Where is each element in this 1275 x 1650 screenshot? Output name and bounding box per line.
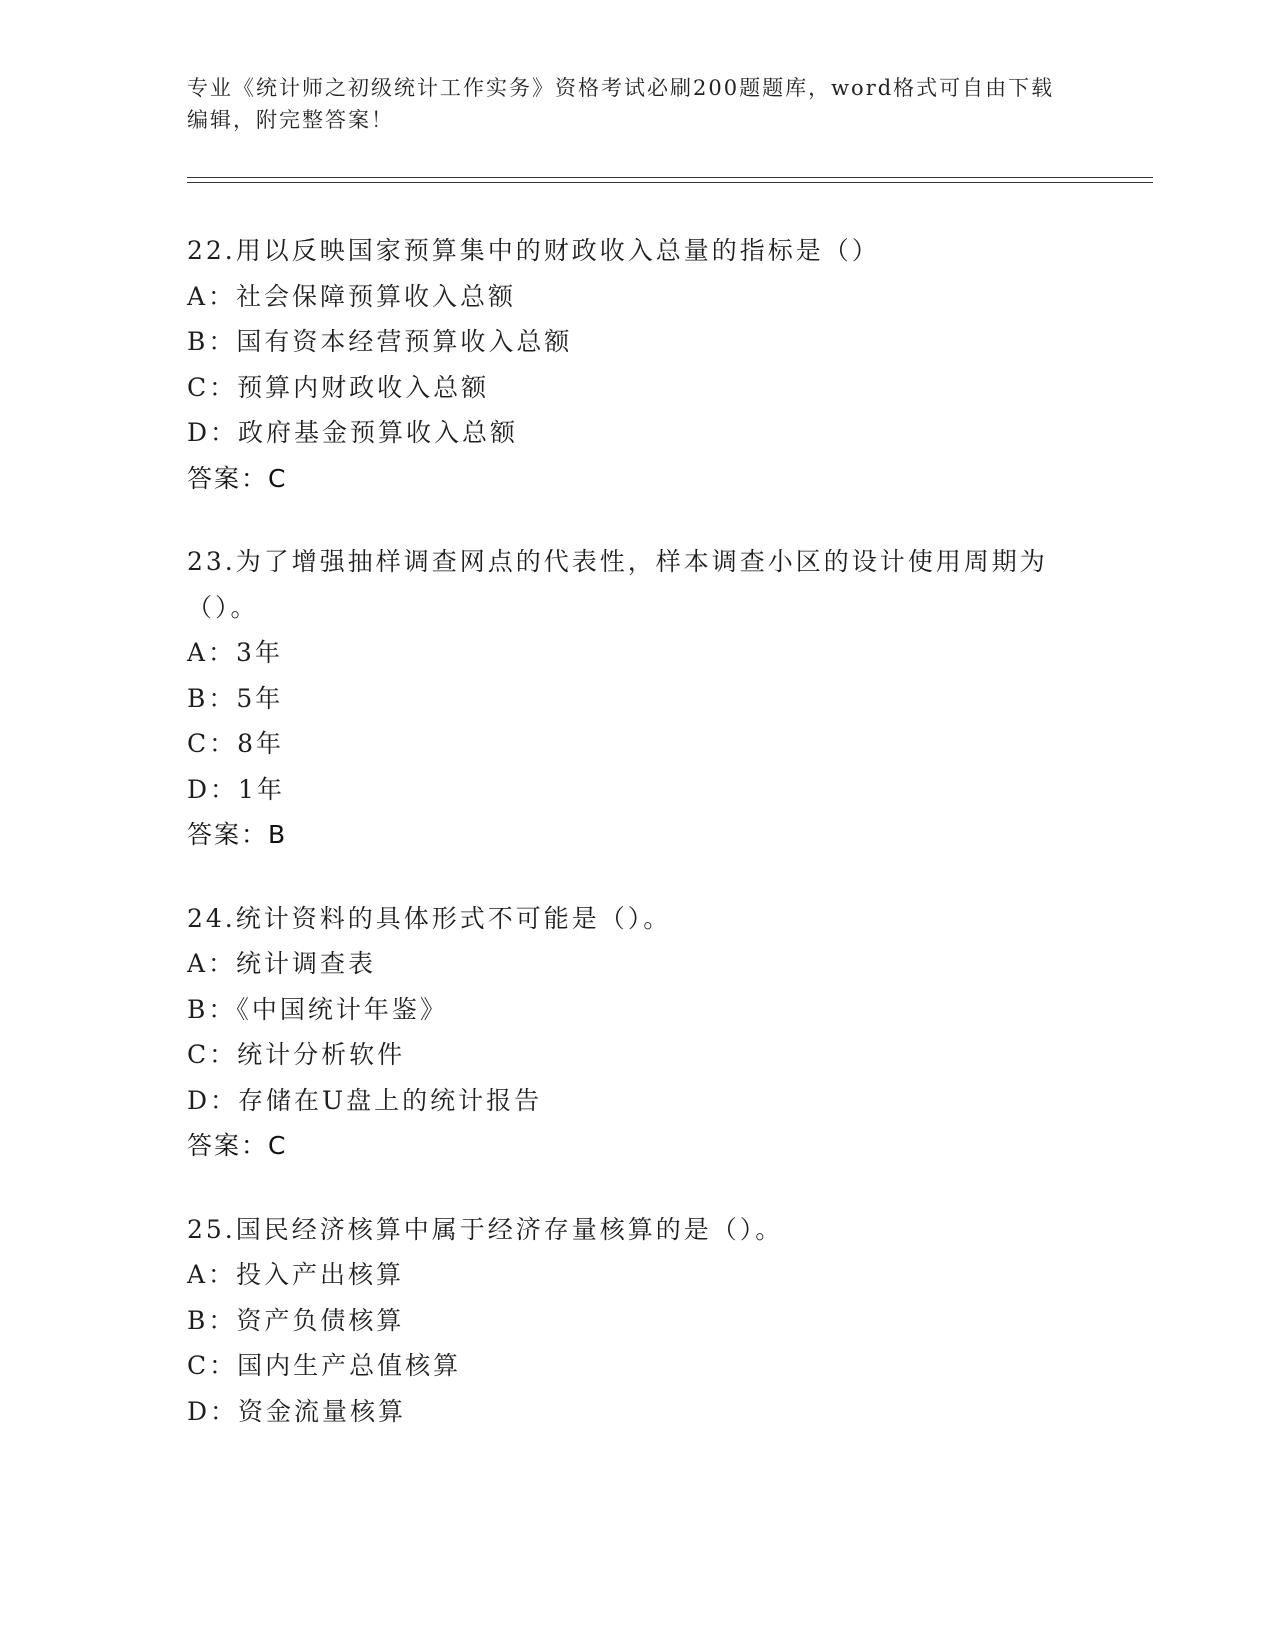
question-stem: 24.统计资料的具体形式不可能是（）。 [187,903,672,933]
option-c: C：统计分析软件 [187,1040,406,1069]
question-22 [187,228,1087,501]
question-24 [187,896,1087,1169]
header-divider-bottom [187,182,1153,183]
document-header: 专业《统计师之初级统计工作实务》资格考试必刷200题题库，word格式可自由下载编辑，附完整答案！ [187,76,1055,132]
option-a: A：投入产出核算 [187,1260,405,1289]
answer-line: 答案：C [187,1131,288,1160]
option-c: C：国内生产总值核算 [187,1351,462,1380]
option-c: C：预算内财政收入总额 [187,372,490,402]
question-stem: 22.用以反映国家预算集中的财政收入总量的指标是（） [187,236,880,265]
option-a: A：社会保障预算收入总额 [187,281,517,311]
question-list [187,228,1087,1472]
option-d: D：政府基金预算收入总额 [187,418,519,447]
option-b: B：5年 [187,683,284,713]
answer-line: 答案：C [187,463,288,493]
option-a: A：统计调查表 [187,949,377,978]
option-b: B：《中国统计年鉴》 [187,994,448,1024]
answer-line: 答案：B [187,820,288,849]
option-d: D：资金流量核算 [187,1396,407,1426]
question-stem: 25.国民经济核算中属于经济存量核算的是（）。 [187,1214,784,1244]
question-25 [187,1207,1087,1435]
option-b: B：资产负债核算 [187,1305,405,1335]
option-d: D：1年 [187,774,285,804]
question-23 [187,539,1087,858]
option-c: C：8年 [187,729,285,758]
option-a: A：3年 [187,638,283,667]
option-b: B：国有资本经营预算收入总额 [187,327,573,356]
header-divider-top [187,177,1153,178]
question-stem: 23.为了增强抽样调查网点的代表性，样本调查小区的设计使用周期为（）。 [187,547,1048,622]
option-d: D：存储在U盘上的统计报告 [187,1085,543,1115]
